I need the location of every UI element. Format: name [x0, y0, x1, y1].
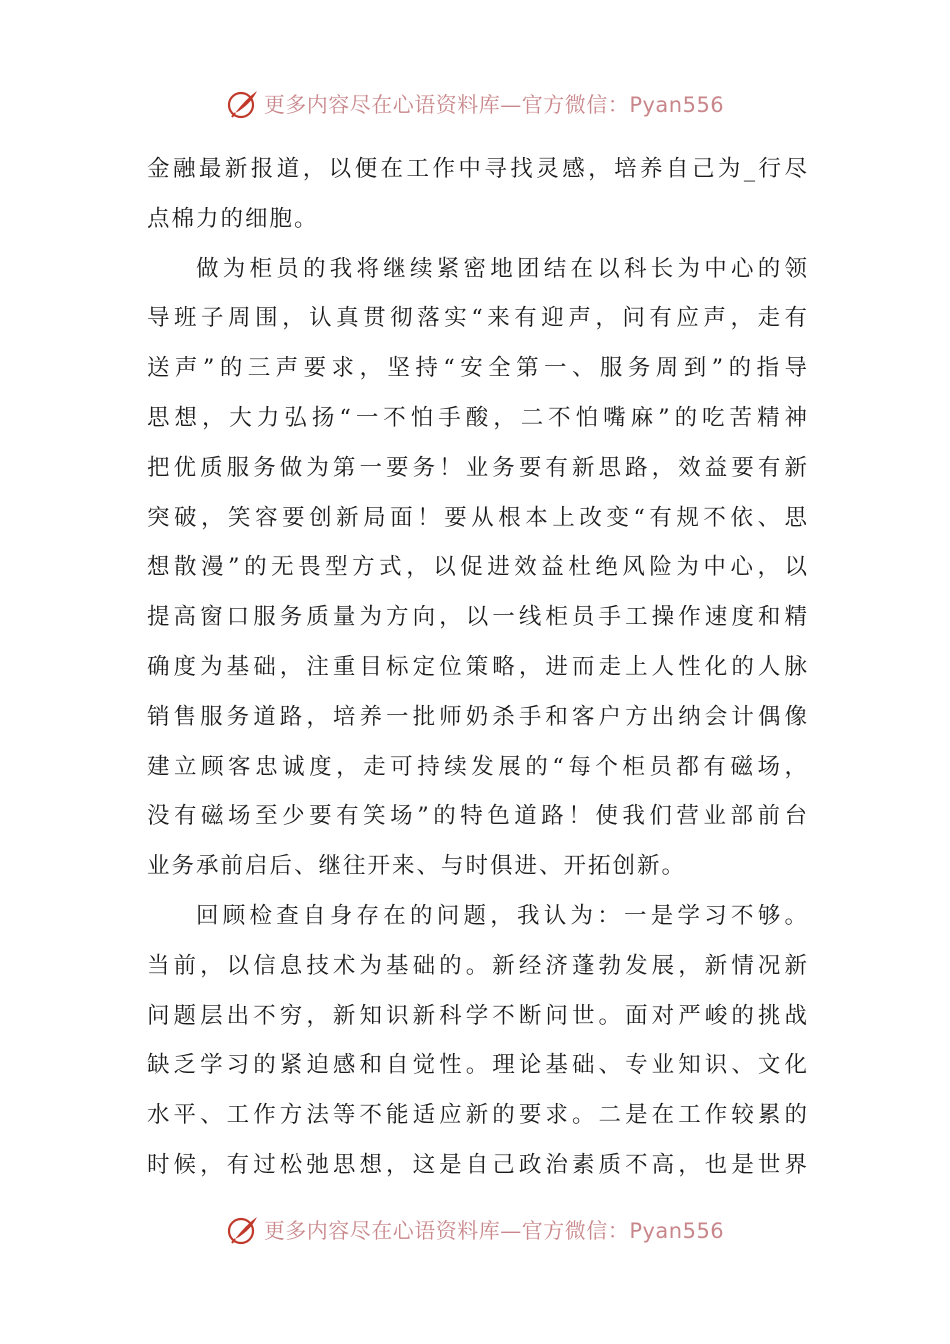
- watermark-wechat-id: Pyan556: [629, 1219, 725, 1243]
- text-line: 缺乏学习的紧迫感和自觉性。理论基础、专业知识、文化: [147, 1052, 809, 1079]
- text-line: 点棉力的细胞。: [147, 205, 319, 232]
- text-line: 水平、工作方法等不能适应新的要求。二是在工作较累的: [147, 1102, 809, 1129]
- document-body: [147, 145, 809, 1191]
- footer-watermark: [0, 1210, 950, 1250]
- watermark-text: [264, 89, 724, 119]
- text-line: 问题层出不穷，新知识新科学不断问世。面对严峻的挑战: [147, 1002, 809, 1029]
- quill-logo-icon: [226, 1213, 260, 1247]
- text-line: 业务承前启后、继往开来、与时俱进、开拓创新。: [147, 853, 687, 880]
- text-line: 销售服务道路，培养一批师奶杀手和客户方出纳会计偶像: [147, 703, 809, 730]
- header-watermark: [0, 84, 950, 124]
- text-line: 导班子周围，认真贯彻落实“来有迎声，问有应声，走有: [147, 305, 809, 332]
- text-line: 突破，笑容要创新局面！要从根本上改变“有规不依、思: [147, 504, 809, 531]
- paragraph: [147, 145, 809, 245]
- watermark-text: [264, 1215, 724, 1245]
- text-line: 思想，大力弘扬“一不怕手酸，二不怕嘴麻”的吃苦精神: [147, 404, 809, 431]
- paragraph: [147, 245, 809, 892]
- watermark-prefix: 更多内容尽在心语资料库—官方微信：: [263, 1219, 630, 1243]
- text-line: 提高窗口服务质量为方向，以一线柜员手工操作速度和精: [147, 604, 809, 631]
- text-line: 把优质服务做为第一要务！业务要有新思路，效益要有新: [147, 454, 809, 481]
- text-line: 确度为基础，注重目标定位策略，进而走上人性化的人脉: [147, 653, 809, 680]
- text-line: 建立顾客忠诚度，走可持续发展的“每个柜员都有磁场，: [147, 753, 809, 780]
- text-line: 做为柜员的我将继续紧密地团结在以科长为中心的领: [196, 255, 809, 282]
- quill-logo-icon: [226, 87, 260, 121]
- watermark-prefix: 更多内容尽在心语资料库—官方微信：: [263, 93, 630, 117]
- watermark-wechat-id: Pyan556: [629, 93, 725, 117]
- text-line: 时候，有过松弛思想，这是自己政治素质不高，也是世界: [147, 1151, 809, 1178]
- paragraph: [147, 892, 809, 1191]
- text-line: 回顾检查自身存在的问题，我认为：一是学习不够。: [196, 902, 809, 929]
- text-line: 金融最新报道，以便在工作中寻找灵感，培养自己为_行尽: [147, 156, 809, 182]
- text-line: 没有磁场至少要有笑场”的特色道路！使我们营业部前台: [147, 803, 809, 830]
- text-line: 送声”的三声要求，坚持“安全第一、服务周到”的指导: [147, 355, 809, 382]
- text-line: 想散漫”的无畏型方式，以促进效益杜绝风险为中心，以: [147, 554, 809, 581]
- text-line: 当前，以信息技术为基础的。新经济蓬勃发展，新情况新: [147, 952, 809, 979]
